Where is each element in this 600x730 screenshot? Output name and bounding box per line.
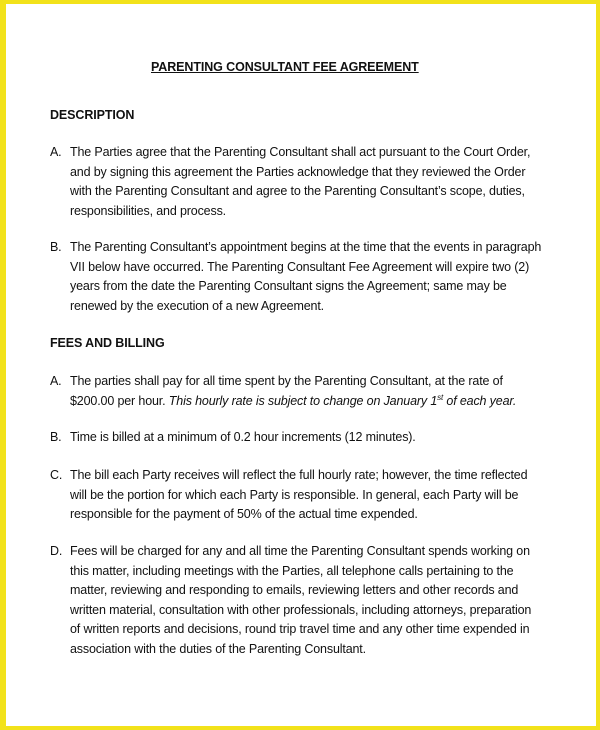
text-line: The Parenting Consultant’s appointment begins at the time that the events in paragraph bbox=[70, 240, 542, 254]
text-line: The bill each Party receives will reflect the full hourly rate; however, the time reflected bbox=[70, 468, 528, 482]
text-line: Time is billed at a minimum of 0.2 hour increments (12 minutes). bbox=[70, 430, 416, 444]
ordinal-suffix: st bbox=[437, 392, 444, 402]
section-heading-description: DESCRIPTION bbox=[50, 108, 135, 122]
fees-item-c bbox=[50, 466, 570, 525]
fees-item-a bbox=[50, 372, 570, 411]
text-line: years from the date the Parenting Consultant signs the Agreement; same may be bbox=[70, 279, 507, 293]
rate-change-text: This hourly rate is subject to change on January 1 bbox=[168, 393, 438, 408]
item-text bbox=[70, 466, 570, 525]
item-letter: A. bbox=[50, 145, 62, 159]
item-letter: C. bbox=[50, 468, 63, 482]
item-letter: B. bbox=[50, 430, 62, 444]
text-line: responsibilities, and process. bbox=[70, 203, 226, 218]
item-text bbox=[70, 542, 570, 659]
text-line: this matter, including meetings with the Parties, all telephone calls pertaining to the bbox=[70, 563, 514, 578]
item-letter: A. bbox=[50, 374, 62, 388]
item-text bbox=[70, 428, 570, 448]
text-line: with the Parenting Consultant and agree to the Parenting Consultant’s scope, duties, bbox=[70, 184, 525, 198]
description-item-a bbox=[50, 143, 570, 221]
item-text bbox=[70, 372, 570, 411]
text-line: matter, reviewing and responding to emails, reviewing letters and other records and bbox=[70, 583, 519, 597]
text-line: responsible for the payment of 50% of the actual time expended. bbox=[70, 507, 418, 521]
section-heading-fees: FEES AND BILLING bbox=[50, 336, 165, 350]
text-line: of written reports and decisions, round trip travel time and any other time expended in bbox=[70, 622, 530, 636]
text-line: and by signing this agreement the Parties acknowledge that they reviewed the Order bbox=[70, 164, 526, 179]
text-line: The Parties agree that the Parenting Consultant shall act pursuant to the Court Order, bbox=[70, 145, 531, 159]
text-line: Fees will be charged for any and all time the Parenting Consultant spends working on bbox=[70, 544, 530, 558]
text-line: will be the portion for which each Party is responsible. In general, each Party will be bbox=[70, 487, 519, 502]
item-letter: D. bbox=[50, 544, 63, 558]
text-line: VII below have occurred. The Parenting Consultant Fee Agreement will expire two (2) bbox=[70, 259, 530, 274]
item-letter: B. bbox=[50, 240, 62, 254]
document-title: PARENTING CONSULTANT FEE AGREEMENT bbox=[151, 60, 419, 74]
description-item-b bbox=[50, 238, 570, 316]
text-line bbox=[70, 392, 570, 412]
text-line: association with the duties of the Parenting Consultant. bbox=[70, 641, 366, 656]
text-line: renewed by the execution of a new Agreement. bbox=[70, 298, 324, 313]
hourly-rate: $200.00 per hour. bbox=[70, 393, 166, 408]
document-page bbox=[6, 4, 596, 726]
fees-item-b bbox=[50, 428, 570, 448]
fees-item-d bbox=[50, 542, 570, 659]
rate-change-note bbox=[169, 394, 516, 408]
item-text bbox=[70, 238, 570, 316]
text-line: The parties shall pay for all time spent by the Parenting Consultant, at the rate of bbox=[70, 374, 503, 388]
rate-change-text-end: of each year. bbox=[443, 393, 517, 408]
text-line: written material, consultation with other professionals, including attorneys, preparation bbox=[70, 602, 532, 617]
item-text bbox=[70, 143, 570, 221]
